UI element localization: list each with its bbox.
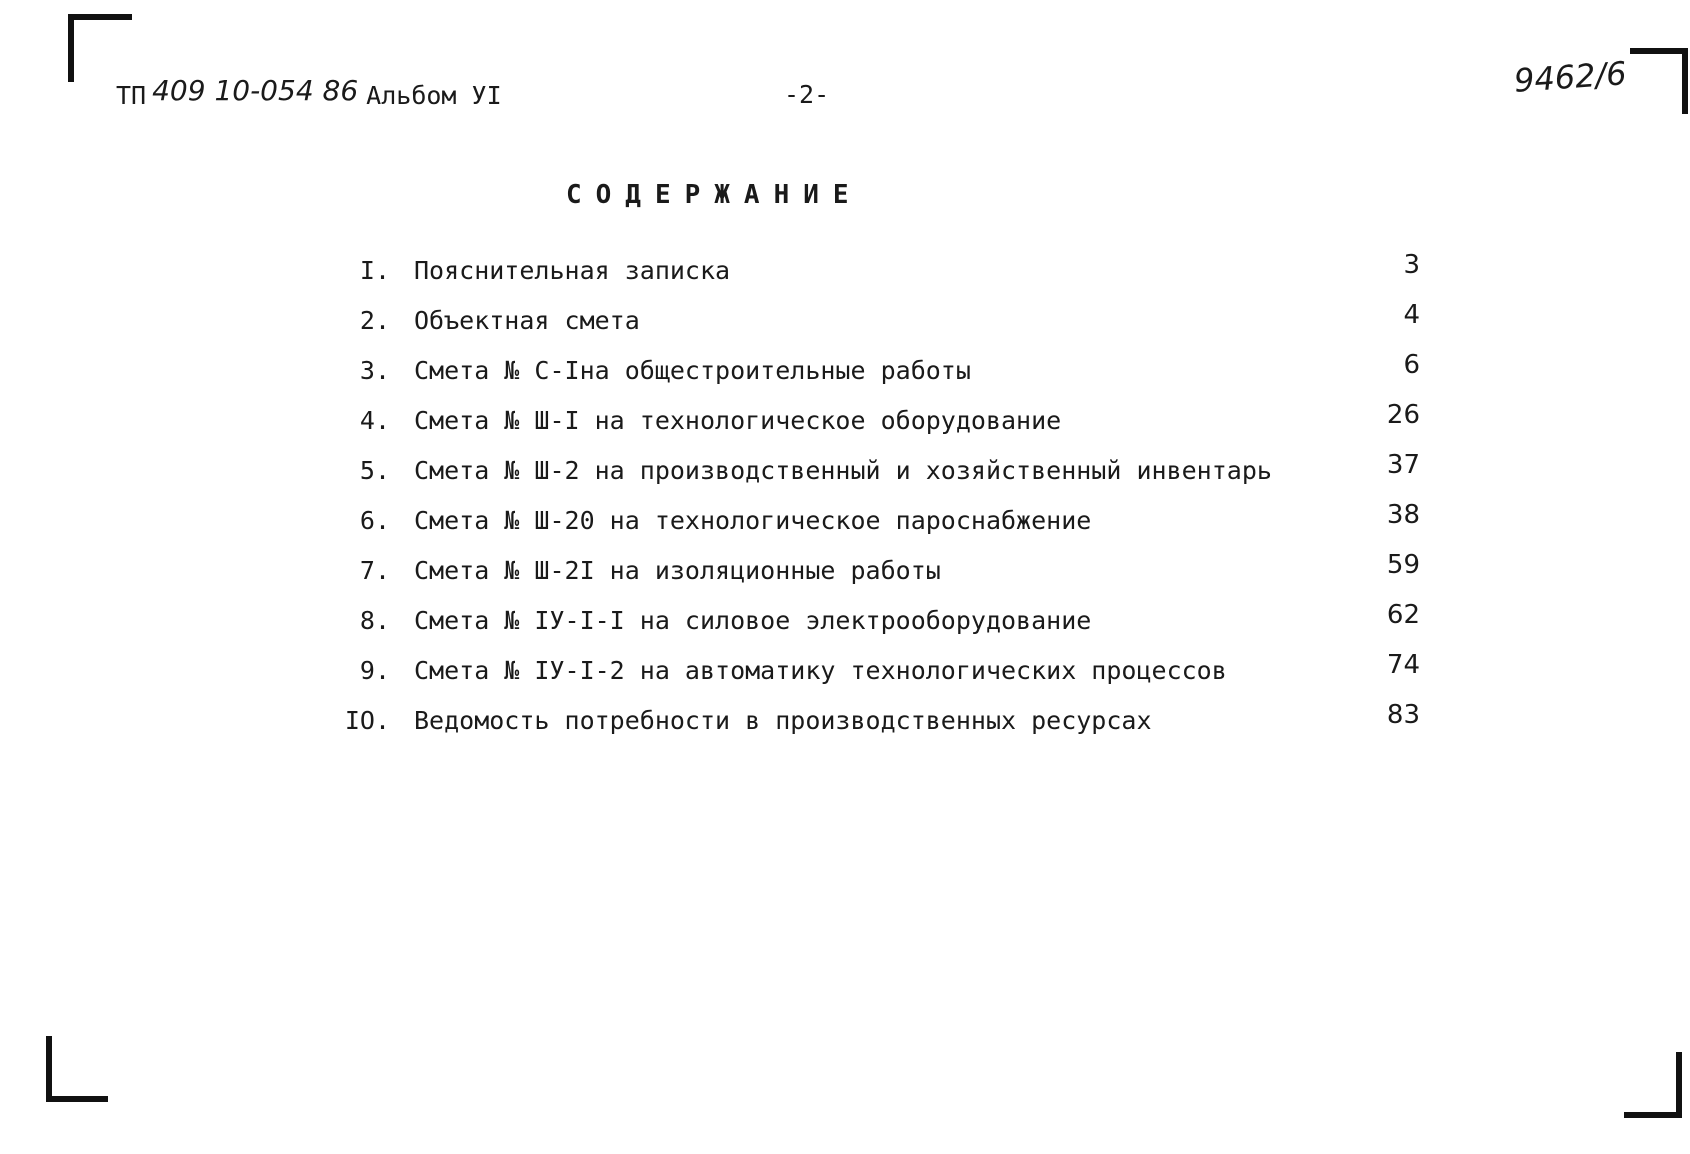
toc-item-text: Смета № Ш-2I на изоляционные работы xyxy=(414,556,941,585)
inventory-number-handwritten: 9462/6 xyxy=(1512,54,1628,100)
toc-item xyxy=(340,550,1420,600)
toc-item-number: IO. xyxy=(344,706,390,735)
toc-title: СОДЕРЖАНИЕ xyxy=(566,180,863,210)
toc-item-text: Смета № Ш-2 на производственный и хозяйственный инвентарь xyxy=(414,456,1272,485)
toc-item-text: Смета № Ш-20 на технологическое пароснабжение xyxy=(414,506,1092,535)
toc-item-page: 4 xyxy=(1403,300,1420,330)
toc-item-number: 4. xyxy=(359,406,390,435)
toc-item-page: 37 xyxy=(1386,450,1420,480)
toc-item-page: 26 xyxy=(1386,400,1420,430)
toc-item-page: 83 xyxy=(1386,700,1420,730)
toc-item-text: Смета № С-Iна общестроительные работы xyxy=(414,356,971,385)
toc-item xyxy=(340,300,1420,350)
toc-item-number: 7. xyxy=(359,556,390,585)
toc-item xyxy=(340,450,1420,500)
toc-list xyxy=(340,250,1420,750)
toc-item xyxy=(340,250,1420,300)
corner-mark-bottom-left xyxy=(46,1036,108,1102)
toc-item-text: Смета № IУ-I-I на силовое электрооборудование xyxy=(414,606,1092,635)
toc-item xyxy=(340,500,1420,550)
toc-item xyxy=(340,700,1420,750)
toc-item-page: 74 xyxy=(1386,650,1420,680)
toc-item-number: 2. xyxy=(359,306,390,335)
toc-item-number: 6. xyxy=(359,506,390,535)
toc-item-text: Смета № IУ-I-2 на автоматику технологических процессов xyxy=(414,656,1227,685)
toc-item-number: 5. xyxy=(359,456,390,485)
toc-item-page: 59 xyxy=(1386,550,1420,580)
series-number-handwritten: 409 10-054 86 xyxy=(152,74,359,107)
corner-mark-bottom-right xyxy=(1624,1052,1682,1118)
toc-item-page: 3 xyxy=(1403,250,1420,280)
toc-item-number: I. xyxy=(359,256,390,285)
toc-item-text: Объектная смета xyxy=(414,306,640,335)
toc-item-page: 62 xyxy=(1386,600,1420,630)
toc-item-text: Пояснительная записка xyxy=(414,256,731,285)
series-prefix: ТП xyxy=(116,81,147,110)
document-header xyxy=(116,74,502,111)
toc-item-page: 38 xyxy=(1386,500,1420,530)
toc-item xyxy=(340,350,1420,400)
toc-item xyxy=(340,600,1420,650)
toc-item-number: 9. xyxy=(359,656,390,685)
toc-item-page: 6 xyxy=(1403,350,1420,380)
corner-mark-top-right xyxy=(1630,48,1688,114)
toc-item xyxy=(340,400,1420,450)
album-label: Альбом УI xyxy=(366,81,502,110)
toc-item-text: Смета № Ш-I на технологическое оборудование xyxy=(414,406,1062,435)
toc-item-text: Ведомость потребности в производственных ресурсах xyxy=(414,706,1152,735)
toc-item-number: 8. xyxy=(359,606,390,635)
page-number: -2- xyxy=(784,80,830,109)
toc-item xyxy=(340,650,1420,700)
toc-item-number: 3. xyxy=(359,356,390,385)
corner-mark-top-left xyxy=(68,14,132,82)
